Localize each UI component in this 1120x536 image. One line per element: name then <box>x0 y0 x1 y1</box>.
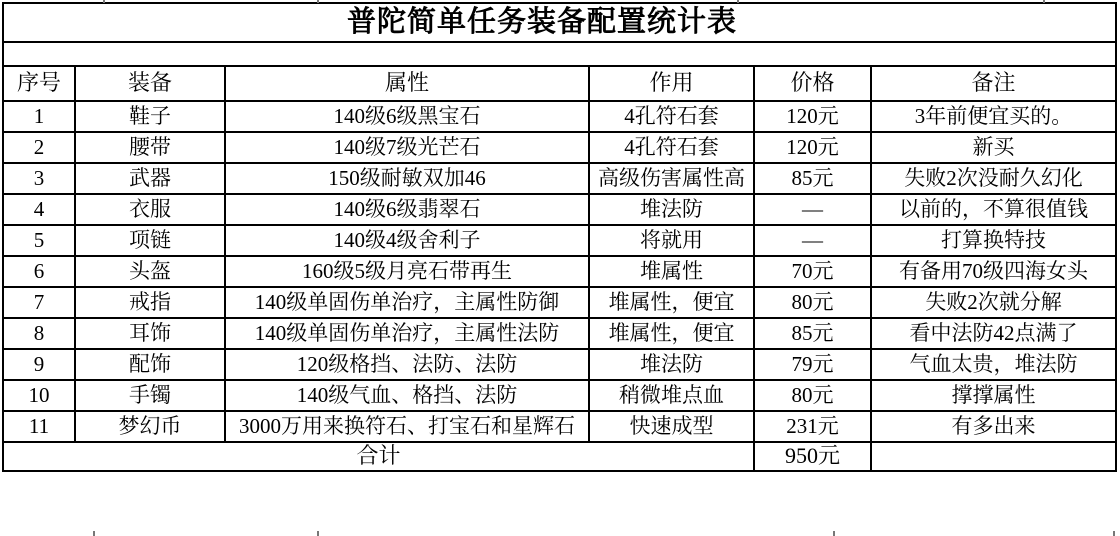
cell-function: 堆属性，便宜 <box>589 287 754 318</box>
cell-index: 8 <box>3 318 75 349</box>
cell-index: 6 <box>3 256 75 287</box>
cell-attribute: 160级5级月亮石带再生 <box>225 256 589 287</box>
blank-row <box>3 42 1116 66</box>
cropped-gridline-tick <box>103 0 105 3</box>
cell-function: 堆属性，便宜 <box>589 318 754 349</box>
table-row <box>3 318 1116 349</box>
cropped-gridline-tick <box>737 0 739 3</box>
cell-price: 80元 <box>754 380 871 411</box>
col-header-price: 价格 <box>754 66 871 101</box>
cell-equipment: 头盔 <box>75 256 225 287</box>
table-row <box>3 194 1116 225</box>
cell-price: — <box>754 194 871 225</box>
cell-index: 11 <box>3 411 75 442</box>
cropped-gridline-tick <box>317 0 319 3</box>
cell-attribute: 140级单固伤单治疗，主属性防御 <box>225 287 589 318</box>
cell-attribute: 150级耐敏双加46 <box>225 163 589 194</box>
cell-equipment: 戒指 <box>75 287 225 318</box>
header-row <box>3 66 1116 101</box>
cell-note: 打算换特技 <box>871 225 1116 256</box>
cell-note: 失败2次就分解 <box>871 287 1116 318</box>
cell-equipment: 项链 <box>75 225 225 256</box>
cell-equipment: 手镯 <box>75 380 225 411</box>
cell-price: 70元 <box>754 256 871 287</box>
cell-note: 3年前便宜买的。 <box>871 101 1116 132</box>
cell-index: 9 <box>3 349 75 380</box>
cropped-gridline-tick <box>1043 0 1045 3</box>
cell-note: 新买 <box>871 132 1116 163</box>
cell-equipment: 耳饰 <box>75 318 225 349</box>
col-header-function: 作用 <box>589 66 754 101</box>
cell-price: 231元 <box>754 411 871 442</box>
cell-note: 有备用70级四海女头 <box>871 256 1116 287</box>
cell-index: 5 <box>3 225 75 256</box>
cell-function: 4孔符石套 <box>589 101 754 132</box>
cell-function: 堆法防 <box>589 194 754 225</box>
blank-cell <box>3 42 1116 66</box>
cell-index: 2 <box>3 132 75 163</box>
total-price: 950元 <box>754 442 871 471</box>
equipment-table <box>2 2 1117 472</box>
cell-index: 10 <box>3 380 75 411</box>
cell-note: 看中法防42点满了 <box>871 318 1116 349</box>
table-row <box>3 411 1116 442</box>
cell-function: 高级伤害属性高 <box>589 163 754 194</box>
cell-equipment: 鞋子 <box>75 101 225 132</box>
cell-attribute: 120级格挡、法防、法防 <box>225 349 589 380</box>
cell-index: 1 <box>3 101 75 132</box>
equipment-table-body <box>3 3 1116 471</box>
title-row <box>3 3 1116 42</box>
cell-index: 7 <box>3 287 75 318</box>
cell-price: 80元 <box>754 287 871 318</box>
cell-note: 气血太贵，堆法防 <box>871 349 1116 380</box>
cell-price: 85元 <box>754 318 871 349</box>
cell-function: 堆属性 <box>589 256 754 287</box>
cropped-gridline-tick <box>833 531 835 536</box>
cell-attribute: 140级气血、格挡、法防 <box>225 380 589 411</box>
cell-function: 稍微堆点血 <box>589 380 754 411</box>
table-title: 普陀简单任务装备配置统计表 <box>3 3 1116 42</box>
cropped-gridline-tick <box>1113 531 1115 536</box>
cell-function: 将就用 <box>589 225 754 256</box>
cell-note: 以前的，不算很值钱 <box>871 194 1116 225</box>
cell-note: 失败2次没耐久幻化 <box>871 163 1116 194</box>
cell-attribute: 3000万用来换符石、打宝石和星辉石 <box>225 411 589 442</box>
cell-function: 堆法防 <box>589 349 754 380</box>
cell-equipment: 配饰 <box>75 349 225 380</box>
cell-equipment: 梦幻币 <box>75 411 225 442</box>
table-row <box>3 380 1116 411</box>
cell-function: 4孔符石套 <box>589 132 754 163</box>
total-note <box>871 442 1116 471</box>
cell-attribute: 140级6级黑宝石 <box>225 101 589 132</box>
cell-equipment: 腰带 <box>75 132 225 163</box>
table-row <box>3 132 1116 163</box>
cell-price: — <box>754 225 871 256</box>
cell-price: 120元 <box>754 101 871 132</box>
table-row <box>3 287 1116 318</box>
cell-equipment: 衣服 <box>75 194 225 225</box>
cell-index: 4 <box>3 194 75 225</box>
col-header-equipment: 装备 <box>75 66 225 101</box>
total-row <box>3 442 1116 471</box>
cell-attribute: 140级4级舍利子 <box>225 225 589 256</box>
table-row <box>3 163 1116 194</box>
cropped-gridline-tick <box>93 531 95 536</box>
cell-price: 85元 <box>754 163 871 194</box>
cell-equipment: 武器 <box>75 163 225 194</box>
cell-index: 3 <box>3 163 75 194</box>
cell-attribute: 140级单固伤单治疗，主属性法防 <box>225 318 589 349</box>
cell-function: 快速成型 <box>589 411 754 442</box>
cell-attribute: 140级7级光芒石 <box>225 132 589 163</box>
cell-note: 有多出来 <box>871 411 1116 442</box>
cropped-gridline-tick <box>317 531 319 536</box>
col-header-index: 序号 <box>3 66 75 101</box>
cell-note: 撑撑属性 <box>871 380 1116 411</box>
cell-price: 79元 <box>754 349 871 380</box>
total-label: 合计 <box>3 442 754 471</box>
table-row <box>3 225 1116 256</box>
col-header-attribute: 属性 <box>225 66 589 101</box>
cell-price: 120元 <box>754 132 871 163</box>
table-row <box>3 349 1116 380</box>
cell-attribute: 140级6级翡翠石 <box>225 194 589 225</box>
table-row <box>3 101 1116 132</box>
table-row <box>3 256 1116 287</box>
col-header-note: 备注 <box>871 66 1116 101</box>
